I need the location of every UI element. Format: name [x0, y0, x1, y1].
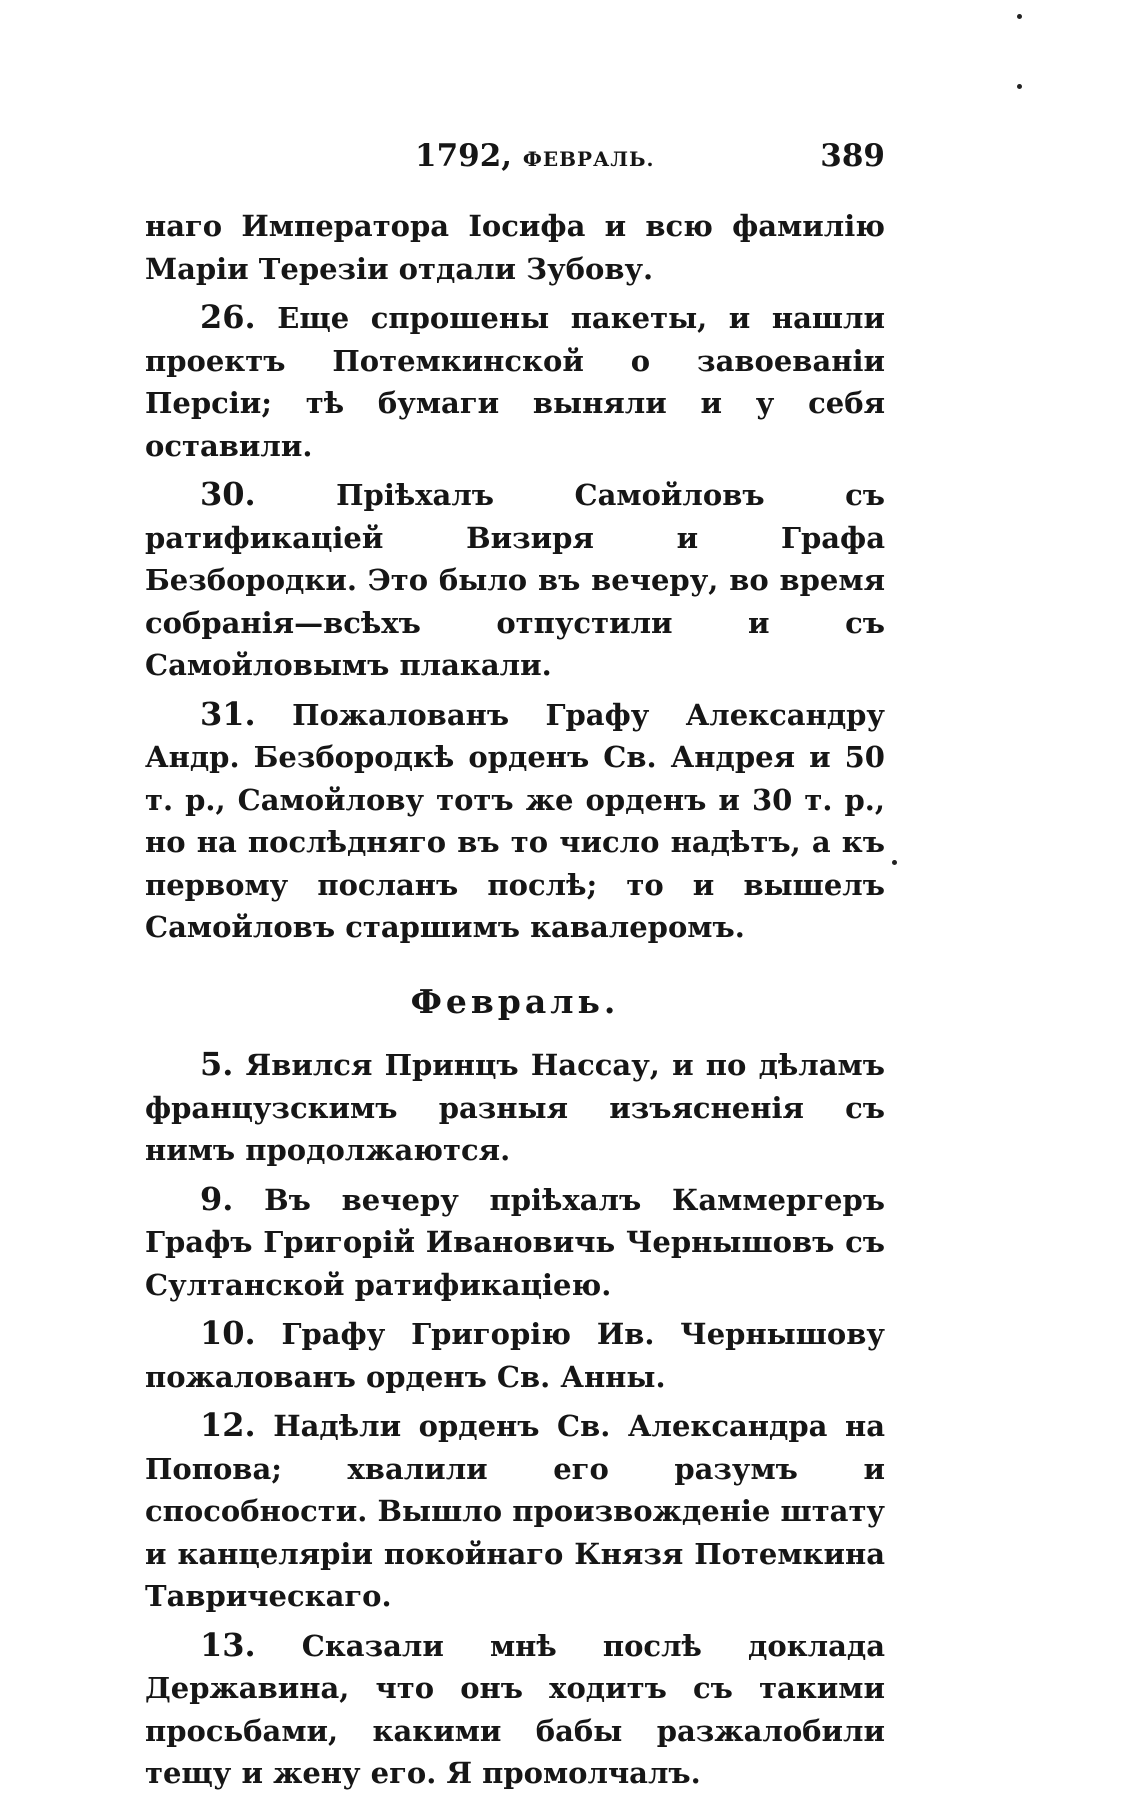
- paragraph-text: наго Императора Іосифа и всю фамилію Маріи Терезіи отдали Зубову.: [145, 209, 885, 286]
- entry-text: Пожалованъ Графу Александру Андр. Безбородкѣ орденъ Св. Андрея и 50 т. р., Самойлову тотъ же орденъ и 30 т. р., но на послѣдняго въ то число надѣтъ, а къ первому посланъ послѣ; то и вышелъ Самойловъ старшимъ кавалеромъ.: [145, 697, 885, 944]
- entry-date: 10.: [200, 1314, 256, 1352]
- diary-entry: [145, 1312, 885, 1398]
- diary-entry: [145, 1404, 885, 1618]
- speck-mark: [1017, 84, 1022, 89]
- speck-mark: [1017, 14, 1022, 19]
- entry-date: 30.: [200, 475, 256, 513]
- entry-date: 13.: [200, 1625, 256, 1664]
- diary-entry: [145, 1178, 885, 1307]
- entry-text: Въ вечеру пріѣхалъ Каммергеръ Графъ Григорій Ивановичь Чернышовъ съ Султанской ратификаціею.: [145, 1182, 885, 1302]
- entry-date: 5.: [200, 1045, 234, 1083]
- entry-text: Сказали мнѣ послѣ доклада Державина, что онъ ходитъ съ такими просьбами, какими бабы разжалобили тещу и жену его. Я промолчалъ.: [145, 1628, 885, 1790]
- entry-text: Графу Григорію Ив. Чернышову пожалованъ орденъ Св. Анны.: [145, 1317, 885, 1394]
- entry-text: Надѣли орденъ Св. Александра на Попова; хвалили его разумъ и способности. Вышло произвожденіе штату и канцеляріи покойнаго Князя Потемкина Таврическаго.: [145, 1409, 885, 1613]
- entry-date: 12.: [200, 1406, 256, 1444]
- entry-date: 31.: [200, 694, 256, 733]
- running-header: [145, 138, 885, 178]
- header-month: ФЕВРАЛЬ.: [522, 147, 655, 171]
- diary-entry: [145, 693, 885, 949]
- entry-text: Еще спрошены пакеты, и нашли проектъ Потемкинской о завоеваніи Персіи; тѣ бумаги выняли и у себя оставили.: [145, 301, 885, 463]
- entry-date: 26.: [200, 298, 256, 336]
- paragraph: [145, 205, 885, 290]
- header-year: 1792,: [415, 138, 513, 174]
- diary-entry: [145, 473, 885, 687]
- page-number: 389: [820, 138, 885, 174]
- entry-date: 9.: [200, 1179, 234, 1218]
- entry-text: Пріѣхалъ Самойловъ съ ратификаціей Визиря и Графа Безбородки. Это было въ вечеру, во время собранія—всѣхъ отпустили и съ Самойловымъ плакали.: [145, 478, 885, 682]
- diary-entry: [145, 296, 885, 467]
- page-body: [145, 205, 885, 1801]
- header-date: [415, 138, 654, 174]
- section-title: Февраль.: [410, 981, 620, 1021]
- diary-entry: [145, 1043, 885, 1172]
- entry-text: Явился Принцъ Нассау, и по дѣламъ французскимъ разныя изъясненія съ нимъ продолжаются.: [145, 1048, 885, 1167]
- diary-entry: [145, 1624, 885, 1795]
- speck-mark: [892, 860, 897, 865]
